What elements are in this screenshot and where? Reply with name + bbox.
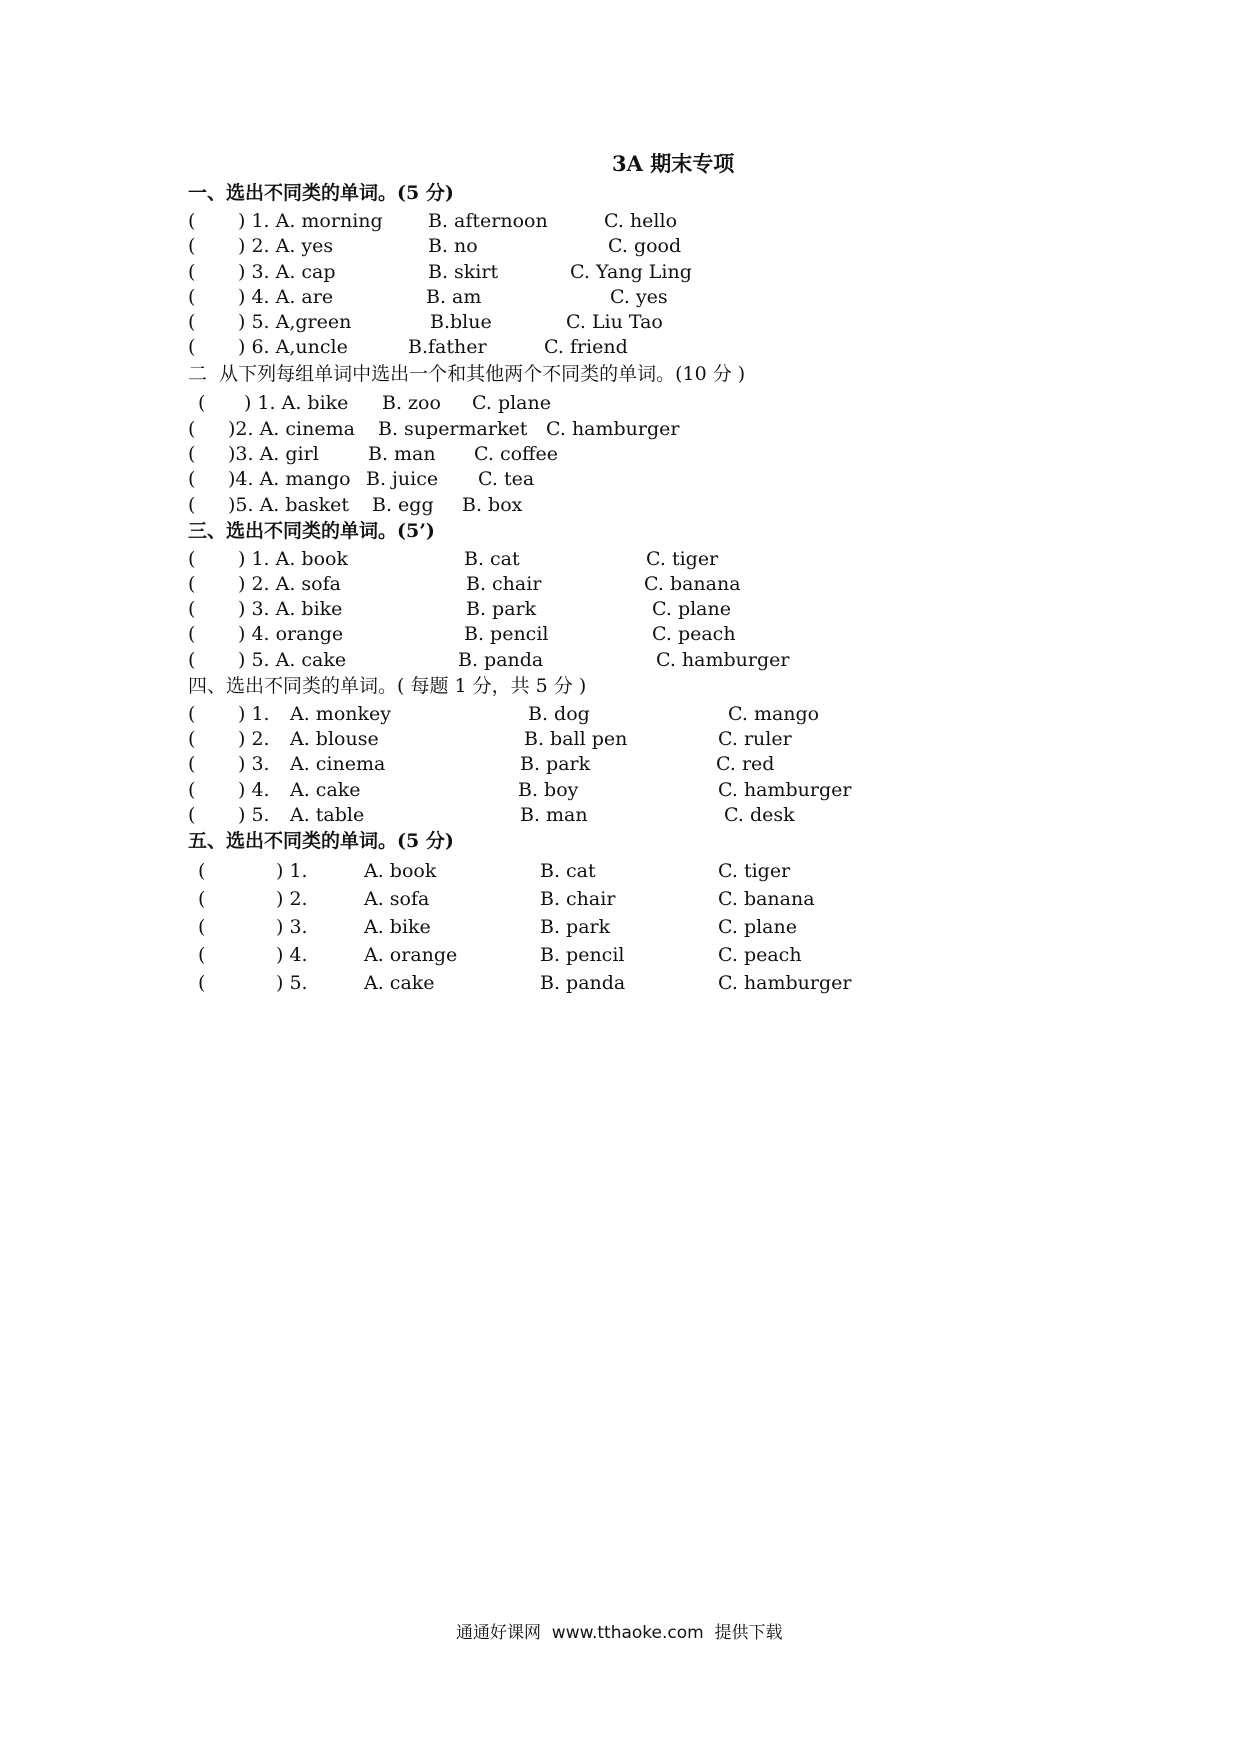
option-b: B. park (466, 598, 537, 620)
option-a: )2. A. cinema (228, 418, 355, 440)
option-b: B. panda (540, 972, 626, 994)
option-b: B. panda (458, 649, 544, 671)
option-a: A. cake (290, 779, 361, 801)
section-2-heading: 二 从下列每组单词中选出一个和其他两个不同类的单词。(10 分 ) (188, 363, 746, 385)
option-b: B. man (368, 443, 436, 465)
option-b: B. afternoon (428, 210, 548, 232)
option-b: B. dog (528, 703, 590, 725)
option-c: C. good (608, 235, 682, 257)
answer-paren: ( (188, 779, 196, 801)
option-c: C. hamburger (656, 649, 790, 671)
option-c: C. hamburger (718, 972, 852, 994)
answer-paren: ( (198, 860, 206, 882)
option-b: B. zoo (382, 392, 441, 414)
answer-paren: ( (188, 210, 196, 232)
option-b: B. pencil (464, 623, 549, 645)
answer-paren: ( (188, 418, 196, 440)
option-c: C. banana (718, 888, 815, 910)
option-c: C. hamburger (546, 418, 680, 440)
option-b: B.father (408, 336, 487, 358)
answer-paren: ( (188, 336, 196, 358)
option-a: ) 3. A. bike (238, 598, 343, 620)
answer-paren: ( (188, 573, 196, 595)
answer-paren: ( (188, 753, 196, 775)
option-b: B. supermarket (378, 418, 528, 440)
option-a: ) 6. A,uncle (238, 336, 348, 358)
option-c: C. friend (544, 336, 628, 358)
option-b: B. cat (540, 860, 596, 882)
option-c: C. hello (604, 210, 678, 232)
option-a: ) 2. A. yes (238, 235, 334, 257)
answer-paren: ( (188, 649, 196, 671)
option-a: A. table (290, 804, 365, 826)
answer-paren: ( (198, 944, 206, 966)
section-5-heading: 五、选出不同类的单词。(5 分) (188, 830, 454, 852)
option-c: C. yes (610, 286, 668, 308)
option-a: A. bike (364, 916, 431, 938)
answer-paren: ( (198, 972, 206, 994)
option-a: A. blouse (290, 728, 379, 750)
answer-paren: ( (188, 548, 196, 570)
answer-paren: ( (188, 443, 196, 465)
answer-paren: ( (188, 703, 196, 725)
option-c: C. plane (652, 598, 731, 620)
option-c: C. Yang Ling (570, 261, 692, 283)
option-a: ) 5. A,green (238, 311, 352, 333)
option-a: ) 5. A. cake (238, 649, 347, 671)
option-b: B. juice (366, 468, 439, 490)
option-b: B. am (426, 286, 482, 308)
option-c: C. hamburger (718, 779, 852, 801)
option-c: C. tiger (646, 548, 719, 570)
option-a: )5. A. basket (228, 494, 350, 516)
question-number: ) 2. (238, 728, 270, 750)
answer-paren: ( (188, 728, 196, 750)
option-c: C. mango (728, 703, 820, 725)
option-c: C. tiger (718, 860, 791, 882)
option-a: A. sofa (364, 888, 430, 910)
option-a: ) 1. A. morning (238, 210, 383, 232)
option-a: A. book (364, 860, 437, 882)
option-c: C. tea (478, 468, 535, 490)
section-1-heading: 一、选出不同类的单词。(5 分) (188, 182, 454, 204)
option-b: B. ball pen (524, 728, 628, 750)
option-b: B. pencil (540, 944, 625, 966)
option-b: B. chair (466, 573, 542, 595)
question-number: ) 3. (276, 916, 308, 938)
section-4-heading: 四、选出不同类的单词。( 每题 1 分，共 5 分 ) (188, 675, 587, 697)
option-c: C. plane (718, 916, 797, 938)
answer-paren: ( (198, 392, 206, 414)
option-a: A. monkey (290, 703, 391, 725)
option-c: C. coffee (474, 443, 559, 465)
footer-source-text: 通通好课网 www.tthaoke.com 提供下载 (456, 1623, 783, 1643)
option-b: B. no (428, 235, 478, 257)
section-3-heading: 三、选出不同类的单词。(5’) (188, 520, 435, 542)
option-a: ) 4. A. are (238, 286, 334, 308)
answer-paren: ( (188, 804, 196, 826)
option-c: C. desk (724, 804, 795, 826)
option-a: ) 3. A. cap (238, 261, 336, 283)
answer-paren: ( (198, 888, 206, 910)
option-b: B. skirt (428, 261, 499, 283)
option-b: B.blue (430, 311, 492, 333)
option-b: B. boy (518, 779, 579, 801)
answer-paren: ( (188, 623, 196, 645)
option-b: B. chair (540, 888, 616, 910)
answer-paren: ( (188, 286, 196, 308)
option-c: C. ruler (718, 728, 792, 750)
option-c: B. box (462, 494, 523, 516)
option-b: B. park (540, 916, 611, 938)
option-a: ) 1. A. bike (244, 392, 349, 414)
answer-paren: ( (188, 235, 196, 257)
answer-paren: ( (188, 494, 196, 516)
question-number: ) 4. (238, 779, 270, 801)
option-a: ) 2. A. sofa (238, 573, 341, 595)
question-number: ) 5. (276, 972, 308, 994)
option-a: A. cinema (290, 753, 386, 775)
option-a: A. cake (364, 972, 435, 994)
question-number: ) 2. (276, 888, 308, 910)
option-c: C. banana (644, 573, 741, 595)
answer-paren: ( (198, 916, 206, 938)
answer-paren: ( (188, 598, 196, 620)
page-title: 3A 期末专项 (612, 151, 735, 176)
option-b: B. park (520, 753, 591, 775)
option-a: )4. A. mango (228, 468, 351, 490)
question-number: ) 3. (238, 753, 270, 775)
answer-paren: ( (188, 311, 196, 333)
question-number: ) 5. (238, 804, 270, 826)
option-b: B. man (520, 804, 588, 826)
answer-paren: ( (188, 468, 196, 490)
option-a: ) 4. orange (238, 623, 344, 645)
option-a: ) 1. A. book (238, 548, 348, 570)
option-c: C. Liu Tao (566, 311, 663, 333)
answer-paren: ( (188, 261, 196, 283)
option-a: A. orange (364, 944, 458, 966)
question-number: ) 1. (238, 703, 270, 725)
option-c: C. peach (718, 944, 802, 966)
option-c: C. peach (652, 623, 736, 645)
option-c: C. red (716, 753, 775, 775)
option-b: B. cat (464, 548, 520, 570)
question-number: ) 4. (276, 944, 308, 966)
option-c: C. plane (472, 392, 551, 414)
option-b: B. egg (372, 494, 434, 516)
question-number: ) 1. (276, 860, 308, 882)
option-a: )3. A. girl (228, 443, 319, 465)
